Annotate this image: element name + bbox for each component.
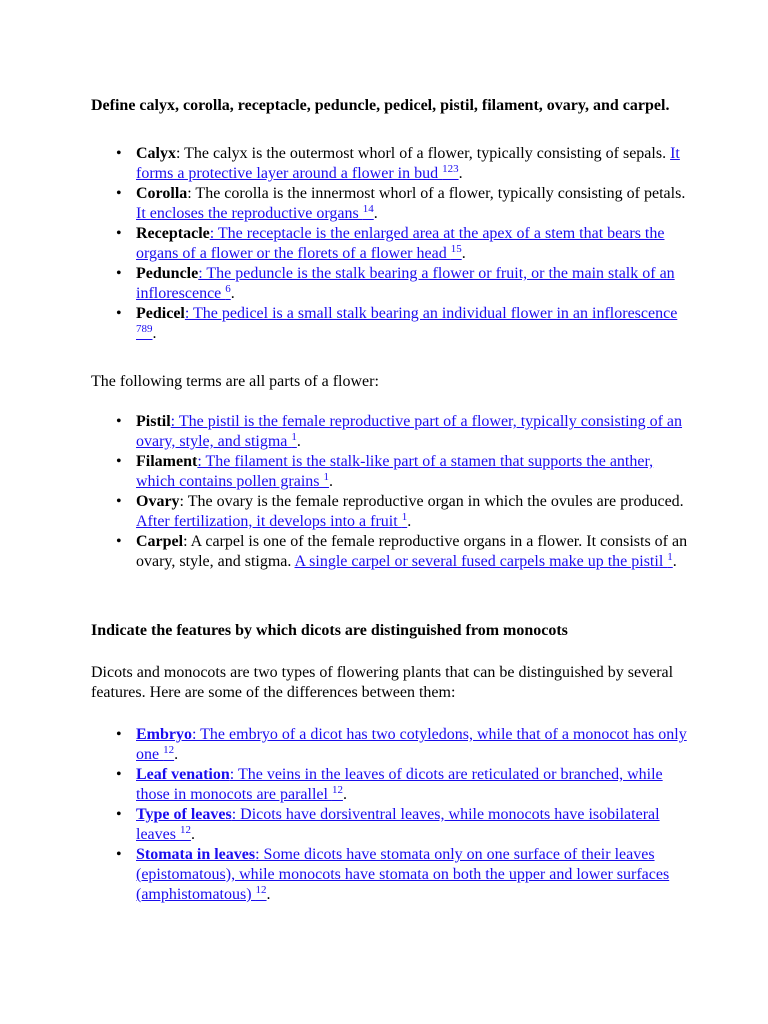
term-receptacle: Receptacle [136, 225, 210, 242]
link-filament[interactable]: : The filament is the stalk-like part of a stamen that supports the anther, which contains pollen grains $^1$ [136, 453, 654, 490]
list-item-type-of-leaves: • Type of leaves: Dicots have dorsiventral leaves, while monocots have isobilateral leaves $^{12}$. [136, 805, 688, 845]
term-filament: Filament [136, 453, 198, 470]
list-item-carpel: • Carpel: A carpel is one of the female reproductive organs in a flower. It consists of an ovary, style, and stigma. A single carpel or several fused carpels make up the pistil $^1$. [136, 532, 688, 572]
link-pistil[interactable]: : The pistil is the female reproductive part of a flower, typically consisting of an ovary, style, and stigma $^1$ [136, 413, 683, 450]
list-item-receptacle: • Receptacle: The receptacle is the enlarged area at the apex of a stem that bears the organs of a flower or the florets of a flower head $^{15}$. [136, 224, 688, 264]
list-item-calyx: • Calyx: The calyx is the outermost whorl of a flower, typically consisting of sepals. It forms a protective layer around a flower in bud $^{123}$. [136, 144, 688, 184]
list-item-peduncle: • Peduncle: The peduncle is the stalk bearing a flower or fruit, or the main stalk of an inflorescence $^6$. [136, 264, 688, 304]
list-item-filament: • Filament: The filament is the stalk-like part of a stamen that supports the anther, which contains pollen grains $^1$. [136, 452, 688, 492]
link-leaf-venation[interactable]: Leaf venation: The veins in the leaves of dicots are reticulated or branched, while those in monocots are parallel $^{12}$ [136, 766, 663, 803]
section1-heading: Define calyx, corolla, receptacle, peduncle, pedicel, pistil, filament, ovary, and carpel. [91, 97, 670, 114]
term-peduncle: Peduncle [136, 265, 199, 282]
link-calyx[interactable]: It forms a protective layer around a flower in bud $^{123}$ [136, 145, 680, 182]
link-pedicel[interactable]: : The pedicel is a small stalk bearing an individual flower in an inflorescence $^{789}$ [136, 305, 678, 335]
definitions-list [91, 144, 688, 344]
list-item-ovary: • Ovary: The ovary is the female reproductive organ in which the ovules are produced. After fertilization, it develops into a fruit $^1$. [136, 492, 688, 532]
differences-list [91, 725, 688, 905]
term-carpel: Carpel [136, 533, 184, 550]
term-pedicel: Pedicel [136, 305, 185, 322]
term-ovary: Ovary [136, 493, 180, 510]
link-type-of-leaves[interactable]: Type of leaves: Dicots have dorsiventral leaves, while monocots have isobilateral leaves $^{12}$ [136, 806, 660, 843]
link-stomata[interactable]: Stomata in leaves: Some dicots have stomata only on one surface of their leaves (epistomatous), while monocots have stomata on both the upper and lower surfaces (amphistomatous) $^{12}$ [136, 846, 670, 903]
term-calyx: Calyx [136, 145, 176, 162]
term-corolla: Corolla [136, 185, 188, 202]
list-item-corolla: • Corolla: The corolla is the innermost whorl of a flower, typically consisting of petals. It encloses the reproductive organs $^{14}$. [136, 184, 688, 224]
link-peduncle[interactable]: : The peduncle is the stalk bearing a flower or fruit, or the main stalk of an inflorescence $^6$ [136, 265, 675, 302]
list-item-pedicel: • Pedicel: The pedicel is a small stalk bearing an individual flower in an inflorescence $^{789}$. [136, 304, 688, 344]
dicot-monocot-intro: Dicots and monocots are two types of flowering plants that can be distinguished by several features. Here are some of the differences between them: [91, 664, 674, 701]
link-embryo[interactable]: Embryo: The embryo of a dicot has two cotyledons, while that of a monocot has only one $^{12}$ [136, 726, 687, 763]
list-item-leaf-venation: • Leaf venation: The veins in the leaves of dicots are reticulated or branched, while those in monocots are parallel $^{12}$. [136, 765, 688, 805]
list-item-stomata: • Stomata in leaves: Some dicots have stomata only on one surface of their leaves (epistomatous), while monocots have stomata on both the upper and lower surfaces (amphistomatous) $^{12}$. [136, 845, 688, 905]
term-pistil: Pistil [136, 413, 171, 430]
flower-parts-list [91, 412, 688, 572]
list-item-embryo: • Embryo: The embryo of a dicot has two cotyledons, while that of a monocot has only one $^{12}$. [136, 725, 688, 765]
link-corolla[interactable]: It encloses the reproductive organs $^{14}$ [136, 203, 374, 222]
section2-heading: Indicate the features by which dicots are distinguished from monocots [91, 622, 568, 639]
list-item-pistil: • Pistil: The pistil is the female reproductive part of a flower, typically consisting of an ovary, style, and stigma $^1$. [136, 412, 688, 452]
link-receptacle[interactable]: : The receptacle is the enlarged area at the apex of a stem that bears the organs of a flower or the florets of a flower head $^{15}$ [136, 225, 665, 262]
link-ovary[interactable]: After fertilization, it develops into a fruit $^1$ [136, 511, 408, 530]
link-carpel[interactable]: A single carpel or several fused carpels make up the pistil $^1$ [294, 551, 673, 570]
flower-parts-intro: The following terms are all parts of a flower: [91, 373, 379, 390]
